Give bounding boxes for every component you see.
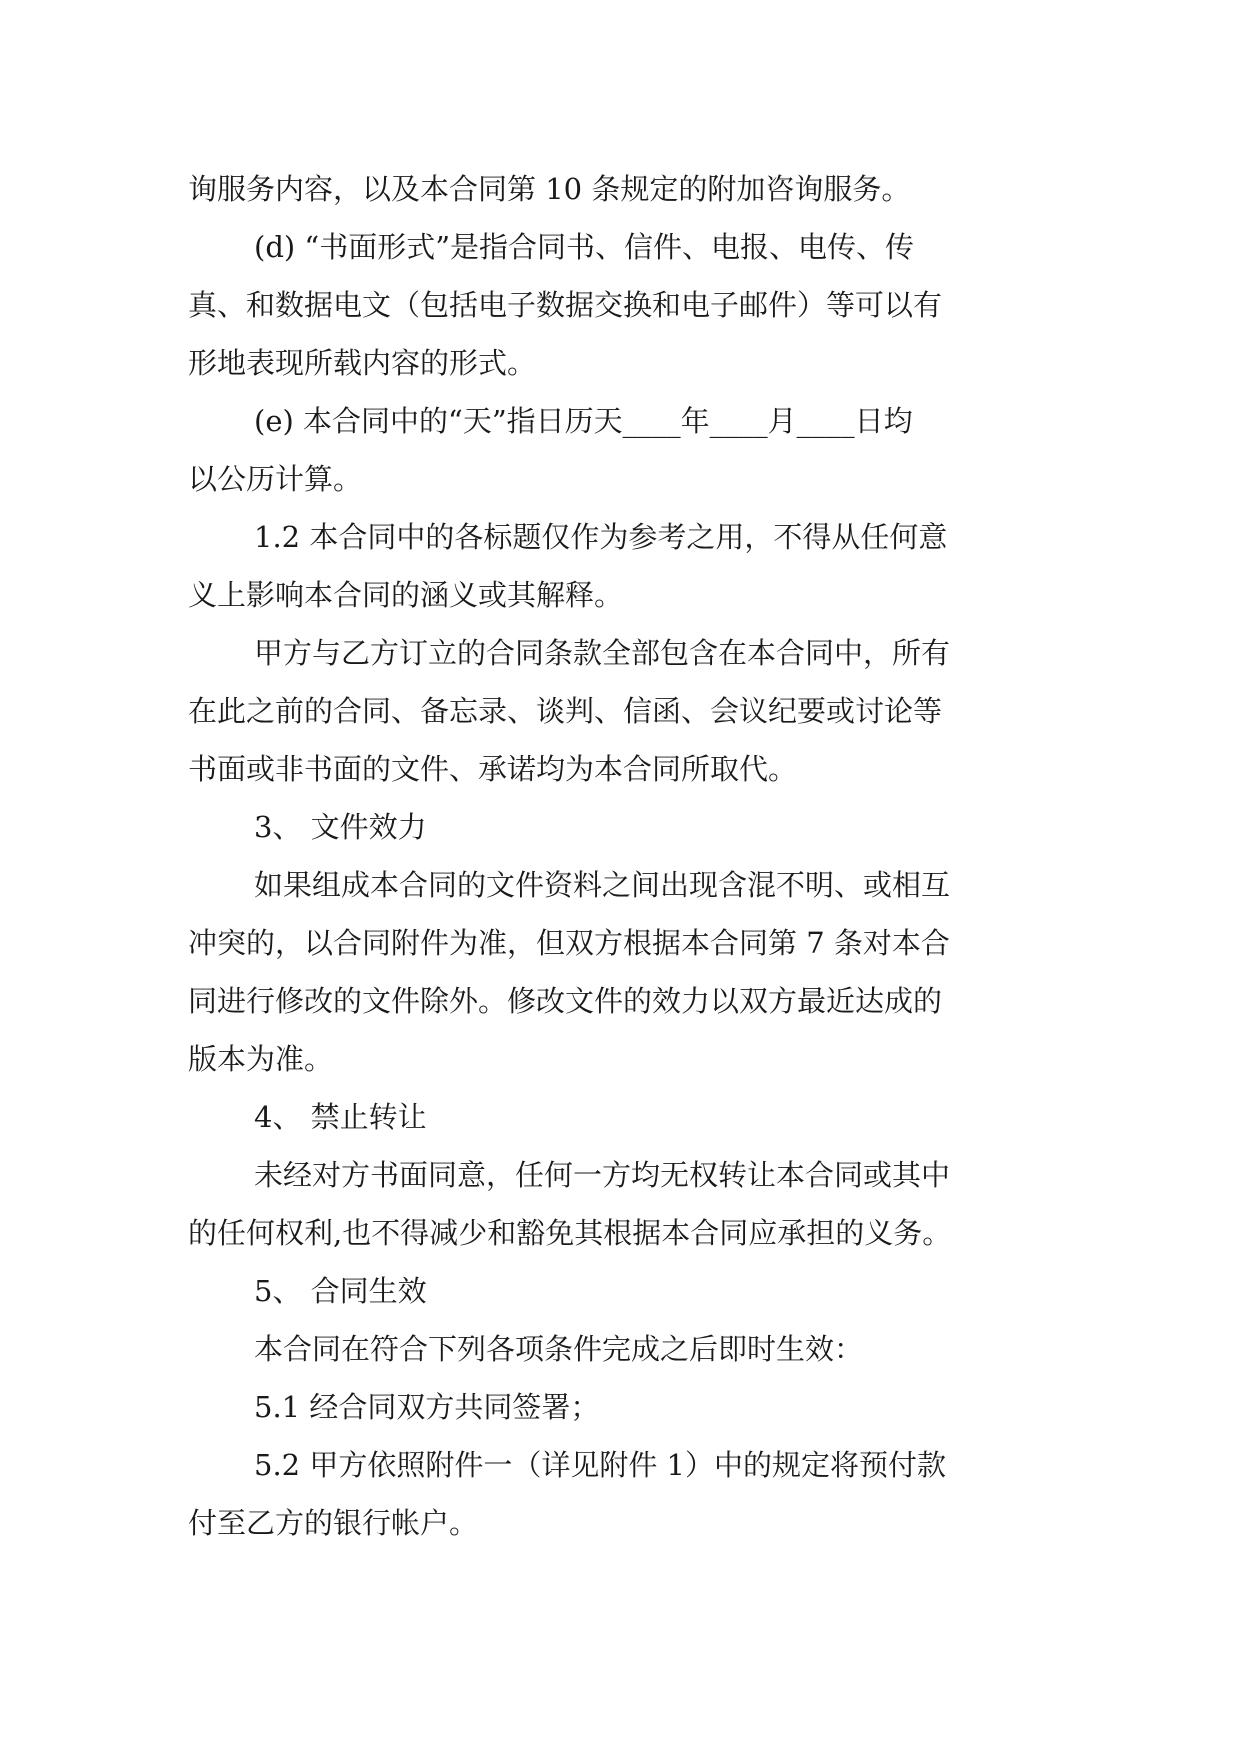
text-line: 版本为准。 — [188, 1042, 334, 1076]
text-line: 5.1 经合同双方共同签署； — [254, 1390, 600, 1424]
text-line: 本合同在符合下列各项条件完成之后即时生效： — [254, 1332, 864, 1366]
text-line: (d) “书面形式”是指合同书、信件、电报、电传、传 — [254, 230, 915, 264]
text-line: 的任何权利,也不得减少和豁免其根据本合同应承担的义务。 — [188, 1216, 952, 1250]
text-line: 5.2 甲方依照附件一（详见附件 1）中的规定将预付款 — [254, 1448, 947, 1482]
section-heading: 4、 禁止转让 — [254, 1100, 427, 1134]
text-line: 义上影响本合同的涵义或其解释。 — [188, 578, 624, 612]
section-heading: 5、 合同生效 — [254, 1274, 427, 1308]
text-line: 以公历计算。 — [188, 462, 363, 496]
section-heading: 3、 文件效力 — [254, 810, 427, 844]
text-line: 在此之前的合同、备忘录、谈判、信函、会议纪要或讨论等 — [188, 694, 943, 728]
text-line: 书面或非书面的文件、承诺均为本合同所取代。 — [188, 752, 798, 786]
text-line: 同进行修改的文件除外。修改文件的效力以双方最近达成的 — [188, 984, 943, 1018]
text-line: 未经对方书面同意，任何一方均无权转让本合同或其中 — [254, 1158, 951, 1192]
text-line: 形地表现所载内容的形式。 — [188, 346, 537, 380]
text-line: 询服务内容，以及本合同第 10 条规定的附加咨询服务。 — [188, 172, 911, 206]
text-line: 甲方与乙方订立的合同条款全部包含在本合同中，所有 — [254, 636, 951, 670]
text-line: 冲突的，以合同附件为准，但双方根据本合同第 7 条对本合 — [188, 926, 950, 960]
text-line: 1.2 本合同中的各标题仅作为参考之用，不得从任何意 — [254, 520, 948, 554]
text-line: 如果组成本合同的文件资料之间出现含混不明、或相互 — [254, 868, 951, 902]
text-line: 真、和数据电文（包括电子数据交换和电子邮件）等可以有 — [188, 288, 943, 322]
text-line: (e) 本合同中的“天”指日历天____年____月____日均 — [254, 404, 913, 438]
document-body — [188, 160, 1058, 1552]
text-line: 付至乙方的银行帐户。 — [188, 1506, 479, 1540]
